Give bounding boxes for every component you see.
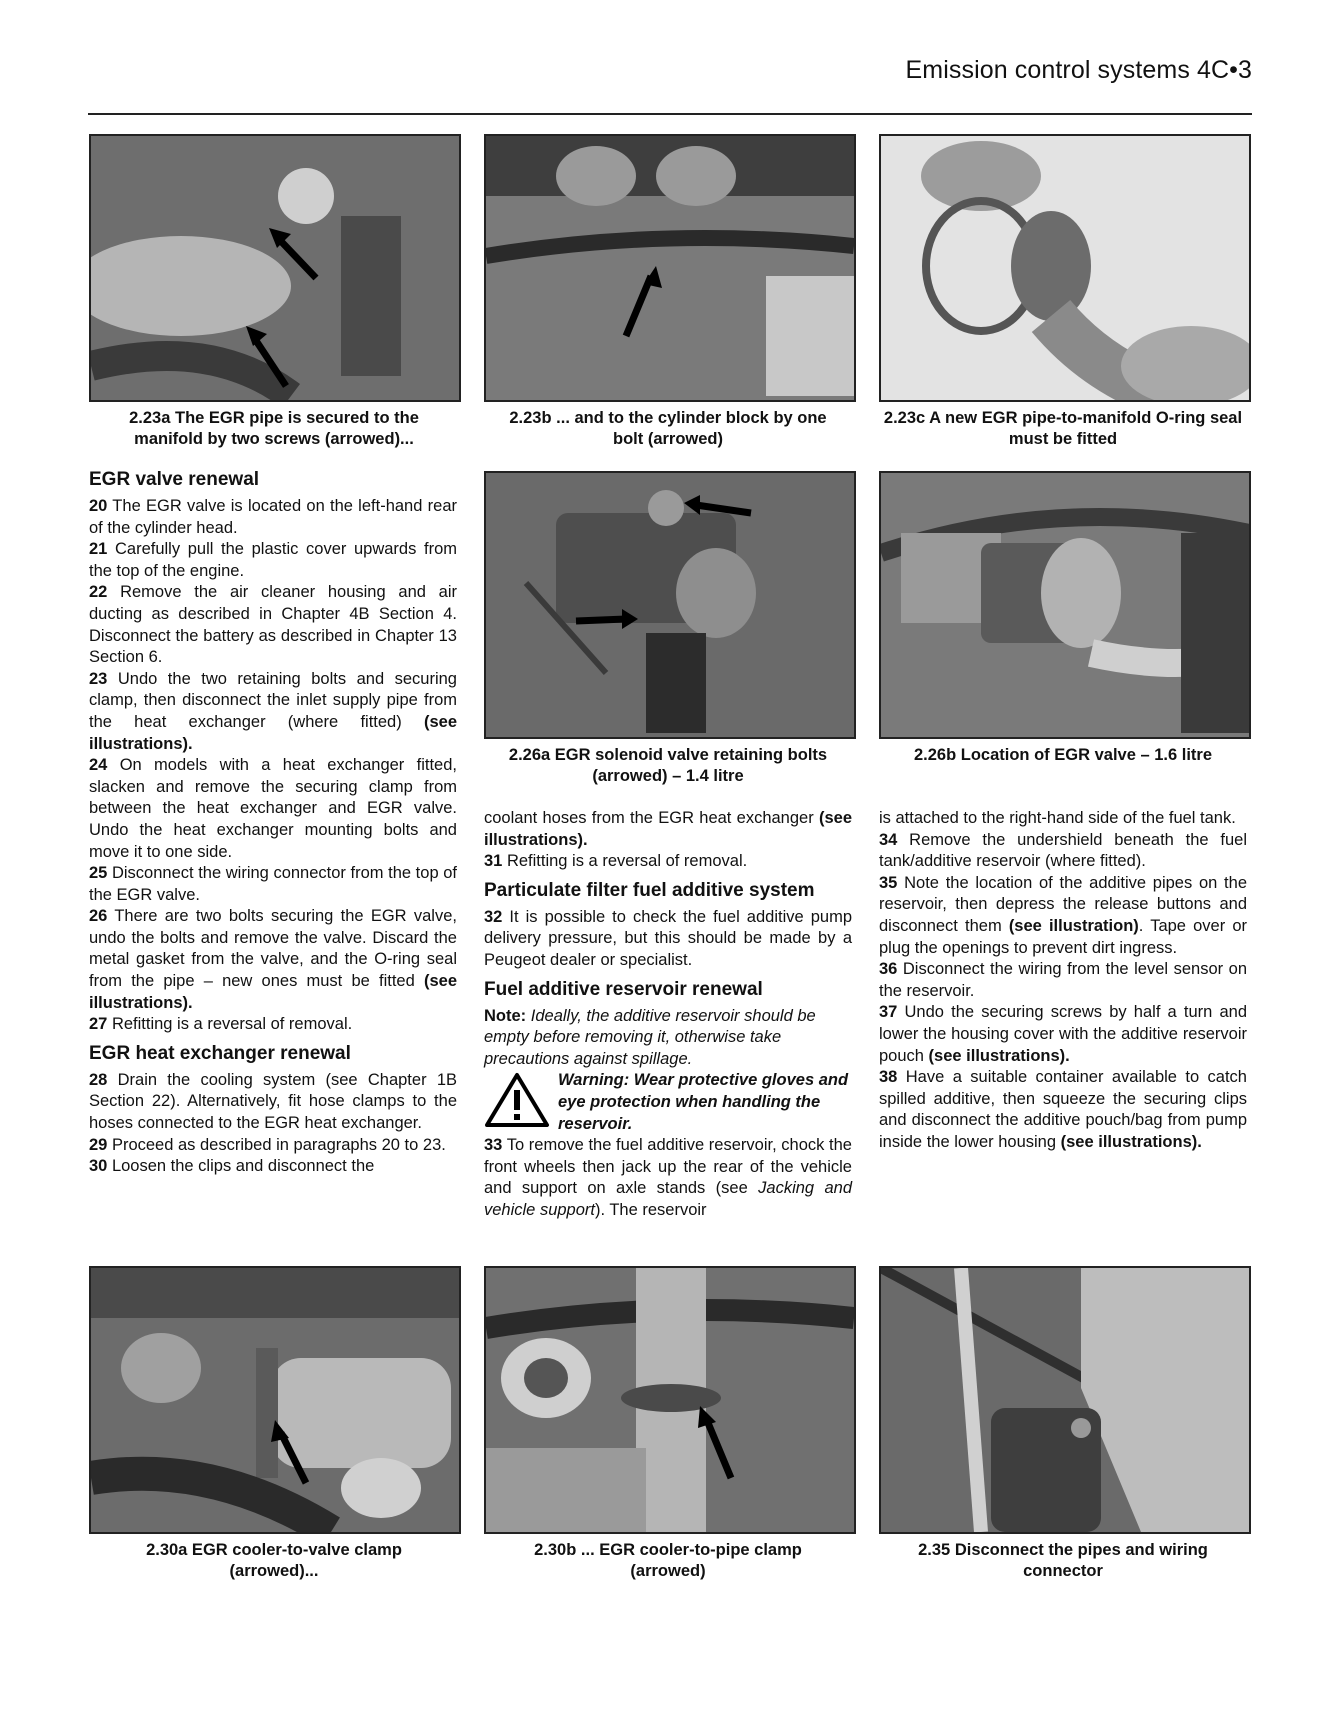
caption-2-23c: 2.23c A new EGR pipe-to-manifold O-ring seal must be fitted bbox=[883, 409, 1243, 448]
paragraph-33-continued: is attached to the right-hand side of the fuel tank. bbox=[879, 809, 1236, 827]
text-column-3 bbox=[879, 808, 1247, 1154]
photo-2-23a bbox=[89, 134, 461, 402]
paragraph-29: 29 Proceed as described in paragraphs 20 to 23. bbox=[89, 1135, 446, 1154]
photo-2-30b bbox=[484, 1266, 856, 1534]
paragraph-37: 37 Undo the securing screws by half a turn and lower the housing cover with the additive reservoir pouch (see illustrations). bbox=[879, 1003, 1247, 1065]
paragraph-23: 23 Undo the two retaining bolts and securing clamp, then disconnect the inlet supply pipe from the heat exchanger (where fitted) (see illustrations). bbox=[89, 669, 457, 753]
photo-2-35 bbox=[879, 1266, 1251, 1534]
paragraph-25: 25 Disconnect the wiring connector from the top of the EGR valve. bbox=[89, 864, 457, 904]
paragraph-22: 22 Remove the air cleaner housing and air ducting as described in Chapter 4B Section 4. Disconnect the battery as described in Chapter 13 Section 6. bbox=[89, 583, 457, 667]
paragraph-26: 26 There are two bolts securing the EGR valve, undo the bolts and remove the valve. Discard the metal gasket from the valve, and the O-ring seal from the pipe – new ones must be fitted (see illustrations). bbox=[89, 907, 457, 1012]
caption-2-35: 2.35 Disconnect the pipes and wiring connector bbox=[918, 1541, 1208, 1580]
paragraph-30-continued: coolant hoses from the EGR heat exchanger (see illustrations). bbox=[484, 809, 852, 849]
heading-egr-heat-exchanger-renewal: EGR heat exchanger renewal bbox=[89, 1042, 351, 1064]
paragraph-28: 28 Drain the cooling system (see Chapter 1B Section 22). Alternatively, fit hose clamps to the hoses connected to the EGR heat exchanger. bbox=[89, 1070, 457, 1133]
paragraph-27: 27 Refitting is a reversal of removal. bbox=[89, 1015, 353, 1034]
photo-2-23c bbox=[879, 134, 1251, 402]
text-column-2 bbox=[484, 808, 852, 1222]
heading-egr-valve-renewal: EGR valve renewal bbox=[89, 469, 260, 490]
paragraph-32: 32 It is possible to check the fuel additive pump delivery pressure, but this should be made by a Peugeot dealer or specialist. bbox=[484, 907, 852, 969]
caption-2-26a: 2.26a EGR solenoid valve retaining bolts (arrowed) – 1.4 litre bbox=[508, 746, 828, 785]
heading-fuel-additive-reservoir: Fuel additive reservoir renewal bbox=[484, 978, 763, 1000]
caption-2-26b: 2.26b Location of EGR valve – 1.6 litre bbox=[913, 746, 1213, 764]
caption-2-23a: 2.23a The EGR pipe is secured to the manifold by two screws (arrowed)... bbox=[129, 409, 419, 448]
heading-particulate-filter: Particulate filter fuel additive system bbox=[484, 879, 815, 901]
paragraph-34: 34 Remove the undershield beneath the fuel tank/additive reservoir (where fitted). bbox=[879, 830, 1247, 871]
photo-2-23b bbox=[484, 134, 856, 402]
paragraph-24: 24 On models with a heat exchanger fitted, slacken and remove the securing clamp from between the heat exchanger and EGR valve. Undo the heat exchanger mounting bolts and move it to one side. bbox=[89, 756, 457, 861]
paragraph-33: 33 To remove the fuel additive reservoir, chock the front wheels then jack up the rear of the vehicle and support on axle stands (see Jacking and vehicle support). The reservoir bbox=[484, 1136, 853, 1219]
text-column-1 bbox=[89, 468, 457, 1178]
caption-2-23b: 2.23b ... and to the cylinder block by one bolt (arrowed) bbox=[509, 409, 827, 448]
page-header: Emission control systems 4C•3 bbox=[905, 56, 1252, 84]
paragraph-21: 21 Carefully pull the plastic cover upwards from the top of the engine. bbox=[89, 540, 457, 580]
header-rule bbox=[88, 113, 1252, 115]
paragraph-31: 31 Refitting is a reversal of removal. bbox=[484, 852, 748, 871]
photo-2-26b bbox=[879, 471, 1251, 739]
paragraph-20: 20 The EGR valve is located on the left-hand rear of the cylinder head. bbox=[89, 497, 457, 537]
caption-2-30b: 2.30b ... EGR cooler-to-pipe clamp (arrowed) bbox=[534, 1541, 802, 1580]
warning-text: Warning: Wear protective gloves and eye protection when handling the reservoir. bbox=[558, 1071, 849, 1133]
photo-2-30a bbox=[89, 1266, 461, 1534]
paragraph-30: 30 Loosen the clips and disconnect the bbox=[89, 1157, 375, 1176]
paragraph-36: 36 Disconnect the wiring from the level sensor on the reservoir. bbox=[879, 960, 1247, 1000]
photo-2-26a bbox=[484, 471, 856, 739]
note: Note: Ideally, the additive reservoir should be empty before removing it, otherwise take precautions against spillage. bbox=[484, 1006, 816, 1068]
paragraph-35: 35 Note the location of the additive pipes on the reservoir, then depress the release buttons and disconnect them (see illustration). Tape over or plug the openings to prevent dirt ingress. bbox=[879, 873, 1247, 957]
paragraph-38: 38 Have a suitable container available to catch spilled additive, then squeeze the securing clips and disconnect the additive pouch/bag from pump inside the lower housing (see illustrations). bbox=[879, 1068, 1247, 1151]
warning-box bbox=[484, 1070, 852, 1135]
caption-2-30a: 2.30a EGR cooler-to-valve clamp (arrowed)... bbox=[146, 1541, 402, 1580]
warning-icon bbox=[484, 1072, 550, 1128]
